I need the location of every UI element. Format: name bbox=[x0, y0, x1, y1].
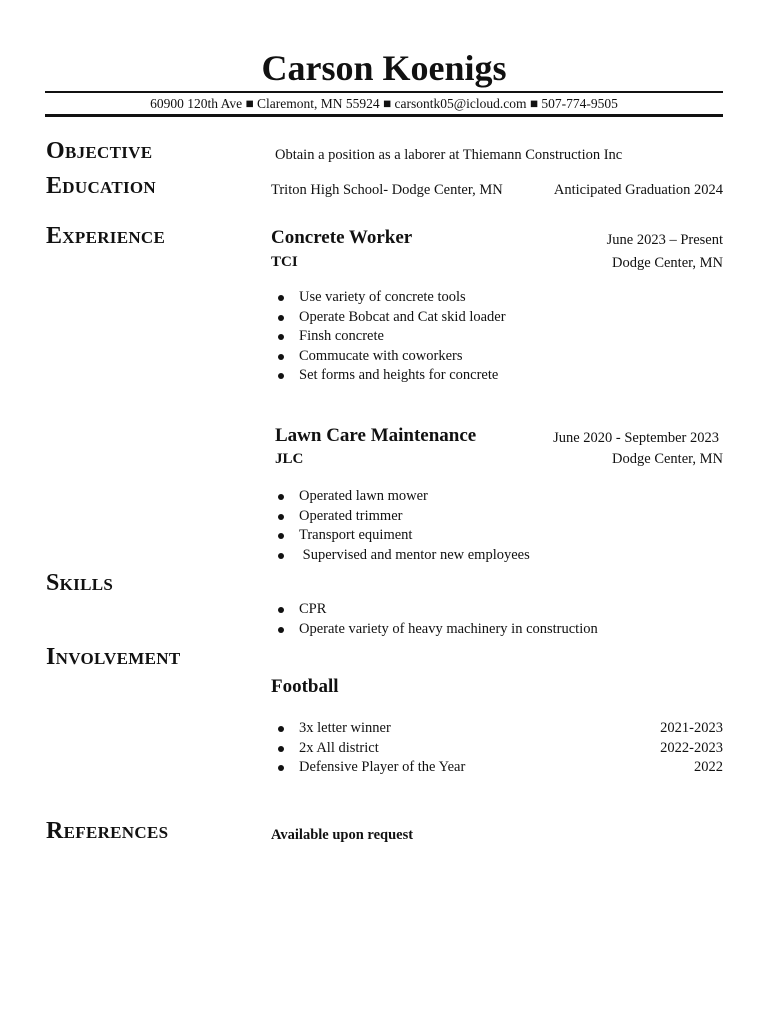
list-item: Operate Bobcat and Cat skid loader bbox=[271, 308, 506, 328]
list-item: CPR bbox=[271, 600, 598, 620]
header-rule-bottom bbox=[45, 114, 723, 117]
list-item: 2x All district bbox=[271, 739, 465, 759]
list-item: Transport equiment bbox=[271, 526, 530, 546]
list-item: 3x letter winner bbox=[271, 719, 465, 739]
year-range: 2022-2023 bbox=[660, 739, 723, 756]
list-item: Commucate with coworkers bbox=[271, 347, 506, 367]
job-location: Dodge Center, MN bbox=[612, 451, 723, 467]
list-item: Operated trimmer bbox=[271, 507, 530, 527]
education-graduation: Anticipated Graduation 2024 bbox=[553, 182, 723, 198]
list-item: Finsh concrete bbox=[271, 327, 506, 347]
involvement-list bbox=[271, 719, 465, 778]
list-item: Operated lawn mower bbox=[271, 487, 530, 507]
section-title-objective: Objective bbox=[46, 138, 153, 164]
resume-name: Carson Koenigs bbox=[261, 48, 507, 88]
job-location: Dodge Center, MN bbox=[612, 255, 723, 271]
job-duties-list bbox=[271, 288, 506, 386]
section-title-experience: Experience bbox=[46, 223, 166, 249]
list-item: Use variety of concrete tools bbox=[271, 288, 506, 308]
job-company: TCI bbox=[271, 254, 298, 270]
job-company: JLC bbox=[275, 451, 304, 467]
section-title-references: References bbox=[46, 818, 169, 844]
education-school: Triton High School- Dodge Center, MN bbox=[271, 182, 503, 198]
list-item: Operate variety of heavy machinery in construction bbox=[271, 620, 598, 640]
skills-list bbox=[271, 600, 598, 639]
section-title-education: Education bbox=[46, 173, 157, 199]
activity-title: Football bbox=[271, 676, 339, 697]
header-rule-top bbox=[45, 91, 723, 93]
job-dates: June 2020 - September 2023 bbox=[553, 430, 719, 446]
list-item: Defensive Player of the Year bbox=[271, 758, 465, 778]
involvement-years bbox=[560, 719, 723, 778]
list-item: Set forms and heights for concrete bbox=[271, 366, 506, 386]
job-duties-list bbox=[271, 487, 530, 565]
year-range: 2021-2023 bbox=[660, 720, 723, 736]
objective-text: Obtain a position as a laborer at Thiemann Construction Inc bbox=[275, 147, 623, 163]
list-item: Supervised and mentor new employees bbox=[271, 546, 530, 566]
section-title-skills: Skills bbox=[46, 570, 114, 596]
year-range: 2022 bbox=[694, 759, 723, 775]
job-title: Concrete Worker bbox=[271, 227, 413, 248]
section-title-involvement: Involvement bbox=[46, 644, 181, 670]
references-text: Available upon request bbox=[271, 827, 414, 843]
job-title: Lawn Care Maintenance bbox=[275, 425, 477, 446]
job-dates: June 2023 – Present bbox=[606, 232, 723, 248]
contact-line: 60900 120th Ave ■ Claremont, MN 55924 ■ carsontk05@icloud.com ■ 507-774-9505 bbox=[150, 96, 618, 111]
